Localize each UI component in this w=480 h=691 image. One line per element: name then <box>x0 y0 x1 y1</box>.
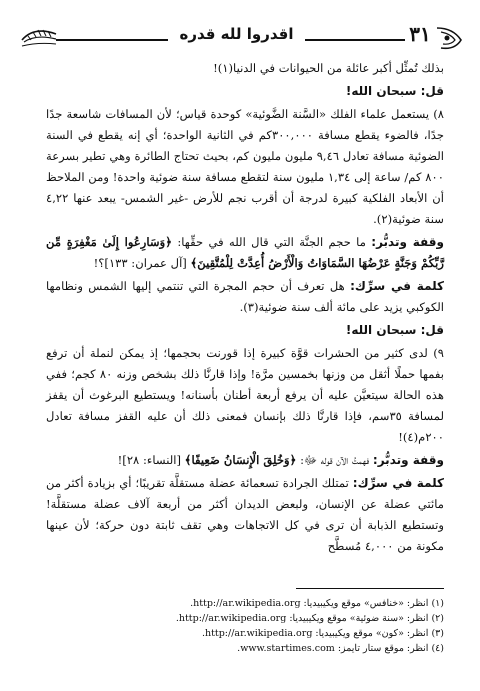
footnote-item: (٣) انظر: «كون» موقع ويكيبيديا: http://ar.wikipedia.org. <box>201 628 444 639</box>
secret-note-paragraph <box>46 276 444 318</box>
paragraph-8: ٨) يستعمل علماء الفلك «السَّنة الضَّوئية» كوحدة قياس؛ لأن المسافات شاسعة جدًا جدًا، فالضوء يقطع مسافة ٣٠٠,٠٠٠كم في الثانية الواحدة؛ أي إنه يقطع في السنة الضوئية مسافة تعادل ٩,٤٦ مليون مليون كم، بحيث تحتاج الطائرة وهي تطير بسرعة ٨٠٠ كم/ ساعة إلى ١,٣٤ مليون سنة لتقطع مسافة سنة ضوئية واحدة! ومن الملاحظ أن الأبعاد الفلكية كبيرة لدرجة أن أقرب نجم للأرض -غير الشمس- يبعد عنها ٤,٢٢ سنة ضوئية(٢). <box>46 107 444 226</box>
footnote-item: (٢) انظر: «سنة ضوئية» موقع ويكيبيديا: http://ar.wikipedia.org. <box>175 613 444 624</box>
reflection-text: ما حجم الجنَّة التي قال الله في حقِّها: <box>172 235 372 249</box>
footnotes <box>46 596 444 656</box>
quran-verse: ﴿وَسَارِعُوا إِلَىٰ مَغْفِرَةٍ مِّن رَّبِّكُمْ وَجَنَّةٍ عَرْضُهَا السَّمَاوَاتُ وَالْأَرْضُ أُعِدَّتْ لِلْمُتَّقِينَ﴾ <box>46 235 444 270</box>
secret-note-text: هل تعرف أن حجم المجرة التي تنتمي إليها الشمس ونظامها الكوكبي يزيد على مائة ألف سنة ضوئية(٣). <box>46 279 444 314</box>
feather-ornament-icon <box>433 20 465 56</box>
header-rule-left <box>56 39 168 41</box>
reflection-text: فهمتُ الآن قوله ﷻ: <box>296 453 373 467</box>
secret-note-text: تمتلك الجرادة تسعمائة عضلة مستقلَّة تقريبًا؛ أي بزيادة أكثر من مائتي عضلة عن الإنسان، ولبعض الديدان أكثر من أربعة آلاف عضلة مستقلَّة! وتستطيع الذبابة أن ترى في كل الاتجاهات وهي تقف ثابتة دون حركة؛ لأن عينها مكونة من ٤,٠٠٠ مُسطَّح <box>46 476 444 553</box>
header-rule-right <box>305 39 405 41</box>
feather-ornament-icon <box>20 20 58 56</box>
paragraph-9: ٩) لدى كثير من الحشرات قوَّة كبيرة إذا قورنت بحجمها؛ إذ يمكن لنملة أن ترفع بفمها حملًا أثقل من وزنها بخمسين مرَّة! وإذا قارنَّا ذلك بشخص وزنه ٨٠ كجم؛ ففي هذه الحالة سيتعيَّن عليه أن يرفع أربعة أطنان بأسنانه! ويستطيع البرغوث أن يقفز لمسافة ٣٥سم، فإذا قارنَّا ذلك بإنسان فمعنى ذلك أن عليه القفز مسافة تعادل ٢٠٠م(٤)! <box>46 346 444 444</box>
running-title: اقدروا لله قدره <box>179 25 294 43</box>
secret-note-paragraph <box>46 473 444 557</box>
reflection-label: وقفة وتدبُّر: <box>372 453 444 467</box>
footnote-item: (٤) انظر: موقع ستار تايمز: www.startimes.com. <box>237 643 444 654</box>
verse-reference: [النساء: ٢٨]! <box>117 453 185 467</box>
reflection-paragraph <box>46 232 444 274</box>
section-heading: قل: سبحان الله! <box>345 84 444 98</box>
verse-reference: [آل عمران: ١٣٣]؟! <box>93 256 191 270</box>
page-number: ٣١ <box>409 22 431 46</box>
intro-line: بذلك تُمثِّل أكبر عائلة من الحيوانات في الدنيا(١)! <box>213 61 444 75</box>
secret-note-label: كلمة في سرِّك: <box>350 279 444 293</box>
quran-verse: ﴿وَخُلِقَ الْإِنسَانُ ضَعِيفًا﴾ <box>184 453 297 467</box>
page-header <box>20 14 460 58</box>
footnote-item: (١) انظر: «خنافس» موقع ويكيبيديا: http://ar.wikipedia.org. <box>190 598 444 609</box>
page-body <box>46 58 444 559</box>
reflection-label: وقفة وتدبُّر: <box>371 235 444 249</box>
section-heading: قل: سبحان الله! <box>345 323 444 337</box>
secret-note-label: كلمة في سرِّك: <box>352 476 444 490</box>
reflection-paragraph <box>46 450 444 471</box>
footnote-separator <box>296 588 444 589</box>
